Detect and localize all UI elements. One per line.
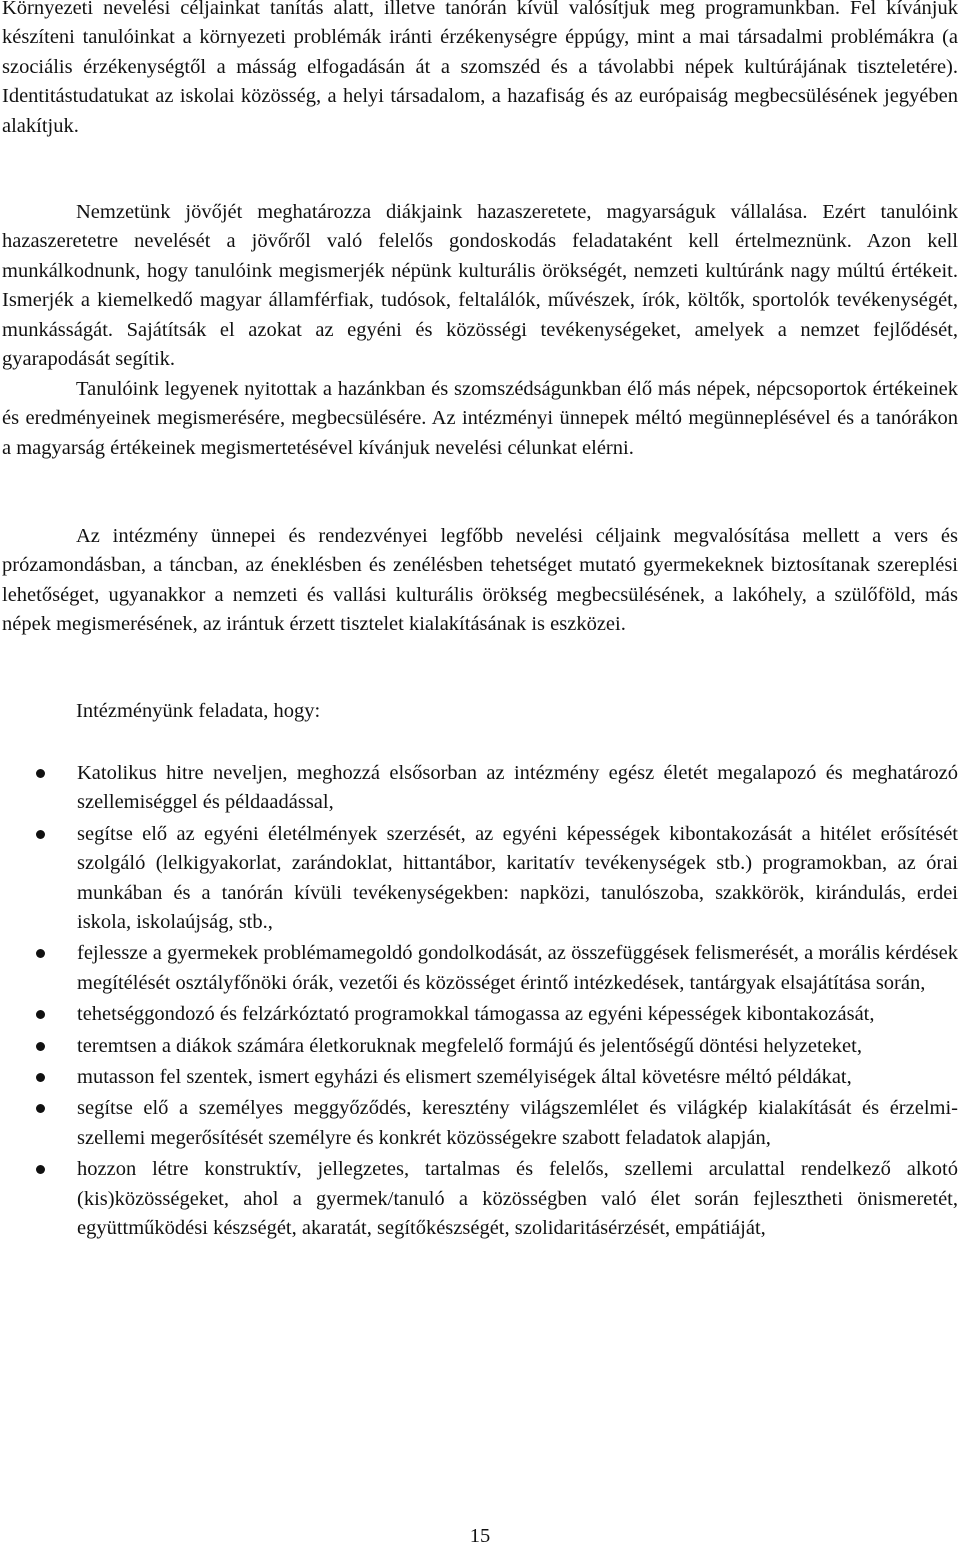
bullet-icon [36,1104,45,1113]
bullet-icon [36,830,45,839]
task-list [0,759,958,1246]
bullet-icon [36,949,45,958]
list-item-text: segítse elő az egyéni életélmények szerzését, az egyéni képességek kibontakozását a hitélet erősítését szolgáló (lelkigyakorlat, zarándoklat, hittantábor, karitatív tevékenységek stb.) programokban, az órai munkában és a tanórán kívüli tevékenységekben: napközi, tanulószoba, szakkörök, kirándulás, erdei iskola, iskolaújság, stb., [77,822,958,934]
bullet-icon [36,1165,45,1174]
list-item [0,1155,958,1243]
page-number: 15 [469,1525,491,1547]
list-item-text: mutasson fel szentek, ismert egyházi és elismert személyiségek által követésre méltó példákat, [77,1066,852,1089]
list-item-text: hozzon létre konstruktív, jellegzetes, tartalmas és felelős, szellemi arculattal rendelkező alkotó (kis)közösségeket, ahol a gyermek/tanuló a közösségben való élet során fejlesztheti önismeretét, együttműködési készségét, akaratát, segítőkészségét, szolidaritásérzését, empátiáját, [77,1158,958,1240]
list-intro: Intézményünk feladata, hogy: [76,700,321,722]
list-item-text: fejlessze a gyermekek problémamegoldó gondolkodását, az összefüggések felismerését, a morális kérdések megítélését osztályfőnöki órák, vezetői és közösséget érintő intézkedések, tantárgyak elsajátítása során, [77,942,958,994]
bullet-icon [36,1042,45,1051]
list-item-text: segítse elő a személyes meggyőződés, keresztény világszemlélet és világkép kialakítását és érzelmi-szellemi megerősítését személyre és konkrét közösségekre szabott feladatok alapján, [77,1097,958,1149]
list-item [0,1032,958,1061]
list-item [0,1000,958,1029]
paragraph-institution-events: Az intézmény ünnepei és rendezvényei legfőbb nevelési céljaink megvalósítása mellett a vers és prózamondásban, a táncban, az éneklésben és zenélésben tehetséget mutató gyermekeknek biztosítanak szereplési lehetőséget, ugyanakkor a nemzeti és vallási kulturális örökség megbecsülésének, a lakóhely, a szülőföld, más népek megismerésének, az irántuk érzett tisztelet kialakításának is eszközei. [2,525,958,636]
list-item [0,1094,958,1153]
paragraph-openness: Tanulóink legyenek nyitottak a hazánkban és szomszédságunkban élő más népek, népcsoportok értékeinek és eredményeinek megismerésére, megbecsülésére. Az intézményi ünnepek méltó megünneplésével és a tanórákon a magyarság értékeinek megismertetésével kívánjuk nevelési célunkat elérni. [2,378,958,459]
bullet-icon [36,1073,45,1082]
list-item [0,759,958,818]
list-item [0,939,958,998]
list-item [0,1063,958,1092]
paragraph-environmental-education: Környezeti nevelési céljainkat tanítás alatt, illetve tanórán kívül valósítjuk meg programunkban. Fel kívánjuk készíteni tanulóinkat a környezeti problémák iránti érzékenységre éppúgy, mint a mai társadalmi problémákra (a szociális érzékenységtől a másság elfogadásán át a szomszéd és a távolabbi népek kultúrájának tiszteletére). Identitástudatukat az iskolai közösség, a helyi társadalom, a hazafiság és az európaiság megbecsülésének jegyében alakítjuk. [2,0,958,137]
list-item [0,820,958,938]
paragraph-national-identity: Nemzetünk jövőjét meghatározza diákjaink hazaszeretete, magyarságuk vállalása. Ezért tanulóink hazaszeretetre nevelését a jövőről való felelős gondoskodás feladataként kell értelmeznünk. Azon kell munkálkodnunk, hogy tanulóink megismerjék népünk kulturális örökségét, nemzeti kultúránk nagy múltú értékeit. Ismerjék a kiemelkedő magyar államférfiak, tudósok, feltalálók, művészek, írók, költők, sportolók tevékenységét, munkásságát. Sajátítsák el azokat az egyéni és közösségi tevékenységeket, amelyek a nemzet fejlődését, gyarapodását segítik. [2,201,958,371]
list-item-text: tehetséggondozó és felzárkóztató programokkal támogassa az egyéni képességek kibontakozását, [77,1003,875,1026]
bullet-icon [36,1010,45,1019]
bullet-icon [36,769,45,778]
list-item-text: teremtsen a diákok számára életkoruknak megfelelő formájú és jelentőségű döntési helyzeteket, [77,1034,862,1057]
list-item-text: Katolikus hitre neveljen, meghozzá elsősorban az intézmény egész életét megalapozó és meghatározó szellemiséggel és példaadással, [77,762,958,814]
